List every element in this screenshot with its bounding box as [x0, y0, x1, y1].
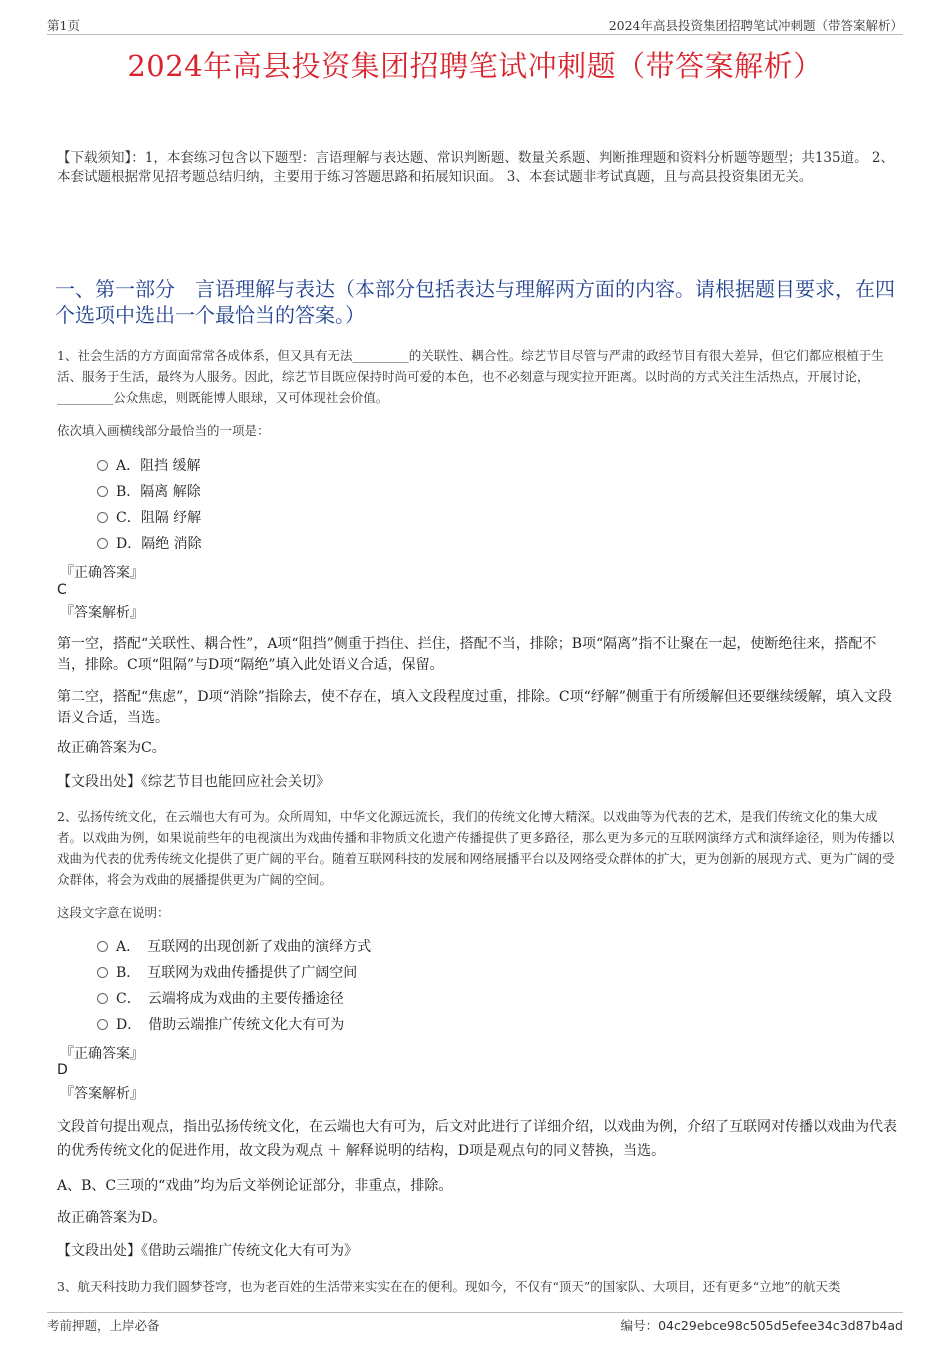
footer-id: 编号：04c29ebce98c505d5efee34c3d87b4ad: [620, 1318, 903, 1333]
question-2-text: 2、弘扬传统文化，在云端也大有可为。众所周知，中华文化源远流长，我们的传统文化博大精深。以戏曲等为代表的艺术，是我们传统文化的集大成者。以戏曲为例，如果说前些年的电视演出为戏曲传播和非物质文化遗产传播提供了更多路径，那么更为多元的互联网演绎方式和演绎途径，则为传播以戏曲为代表的优秀传统文化提供了更广阔的平台。随着互联网科技的发展和网络展播平台以及网络受众群体的扩大，更为创新的展现方式、更为广阔的受众群体，将会为戏曲的展播提供更为广阔的空间。: [57, 809, 895, 887]
radio-icon[interactable]: [97, 941, 108, 952]
page-number: 第1页: [47, 18, 80, 33]
q1-option-b[interactable]: B．隔离 解除: [97, 482, 201, 502]
question-1-prompt: 依次填入画横线部分最恰当的一项是：: [57, 423, 270, 438]
radio-icon[interactable]: [97, 486, 108, 497]
q1-source: 【文段出处】《综艺节目也能回应社会关切》: [57, 774, 330, 790]
q2-option-b[interactable]: B． 互联网为戏曲传播提供了广阔空间: [97, 963, 357, 983]
q2-analysis-label: 『答案解析』: [60, 1086, 144, 1102]
q1-option-a[interactable]: A．阻挡 缓解: [97, 456, 201, 476]
q2-correct-label: 『正确答案』: [60, 1046, 144, 1062]
header-doc-title: 2024年高县投资集团招聘笔试冲刺题（带答案解析）: [608, 18, 903, 33]
q2-source: 【文段出处】《借助云端推广传统文化大有可为》: [57, 1243, 358, 1259]
q2-analysis-2: A、B、C三项的“戏曲”均为后文举例论证部分，非重点，排除。: [57, 1178, 453, 1194]
q1-analysis-label: 『答案解析』: [60, 605, 144, 621]
question-2-prompt: 这段文字意在说明：: [57, 905, 170, 920]
q1-analysis-3: 故正确答案为C。: [57, 740, 166, 756]
q1-analysis-1: 第一空，搭配“关联性、耦合性”，A项“阻挡”侧重于挡住、拦住，搭配不当，排除；B项“隔离”指不让聚在一起，使断绝往来，搭配不当，排除。C项“阻隔”与D项“隔绝”填入此处语义合适，保留。: [57, 636, 877, 673]
section-title: 一、第一部分 言语理解与表达（本部分包括表达与理解两方面的内容。请根据题目要求，在四个选项中选出一个最恰当的答案。）: [55, 277, 895, 327]
radio-icon[interactable]: [97, 1019, 108, 1030]
footer-slogan: 考前押题，上岸必备: [47, 1318, 160, 1333]
radio-icon[interactable]: [97, 460, 108, 471]
radio-icon[interactable]: [97, 538, 108, 549]
q1-analysis-2: 第二空，搭配“焦虑”，D项“消除”指除去，使不存在，填入文段程度过重，排除。C项“纾解”侧重于有所缓解但还要继续缓解，填入文段语义合适，当选。: [57, 689, 892, 726]
q1-answer: C: [57, 582, 67, 598]
q2-analysis-3: 故正确答案为D。: [57, 1210, 167, 1226]
question-3-text: 3、航天科技助力我们圆梦苍穹，也为老百姓的生活带来实实在在的便利。现如今，不仅有“顶天”的国家队、大项目，还有更多“立地”的航天类: [57, 1279, 841, 1294]
document-title: 2024年高县投资集团招聘笔试冲刺题（带答案解析）: [127, 49, 823, 83]
q2-analysis-1: 文段首句提出观点，指出弘扬传统文化，在云端也大有可为，后文对此进行了详细介绍，以戏曲为例，介绍了互联网对传播以戏曲为代表的优秀传统文化的促进作用，故文段为观点 ＋ 解释说明的结构，D项是观点句的同义替换，当选。: [57, 1119, 897, 1159]
q1-correct-label: 『正确答案』: [60, 565, 144, 581]
q1-option-c[interactable]: C．阻隔 纾解: [97, 508, 201, 528]
radio-icon[interactable]: [97, 512, 108, 523]
q2-option-c[interactable]: C． 云端将成为戏曲的主要传播途径: [97, 989, 344, 1009]
radio-icon[interactable]: [97, 993, 108, 1004]
q2-option-d[interactable]: D． 借助云端推广传统文化大有可为: [97, 1015, 344, 1035]
question-1-text: 1、社会生活的方方面面常常各成体系，但又具有无法_________的关联性、耦合性。综艺节目尽管与严肃的政经节目有很大差异，但它们都应根植于生活、服务于生活，最终为人服务。因此，综艺节目既应保持时尚可爱的本色，也不必刻意与现实拉开距离。以时尚的方式关注生活热点，开展讨论，_________公众焦虑，则既能博人眼球，又可体现社会价值。: [57, 348, 884, 405]
radio-icon[interactable]: [97, 967, 108, 978]
page-footer: [47, 1312, 903, 1333]
q1-option-d[interactable]: D．隔绝 消除: [97, 534, 202, 554]
page-header: [47, 14, 903, 35]
q2-option-a[interactable]: A． 互联网的出现创新了戏曲的演绎方式: [97, 937, 371, 957]
q2-answer: D: [57, 1062, 68, 1078]
download-notice: 【下载须知】：1，本套练习包含以下题型：言语理解与表达题、常识判断题、数量关系题、判断推理题和资料分析题等题型；共135道。 2、本套试题根据常见招考题总结归纳，主要用于练习答题思路和拓展知识面。 3、本套试题非考试真题，且与高县投资集团无关。: [57, 150, 894, 185]
